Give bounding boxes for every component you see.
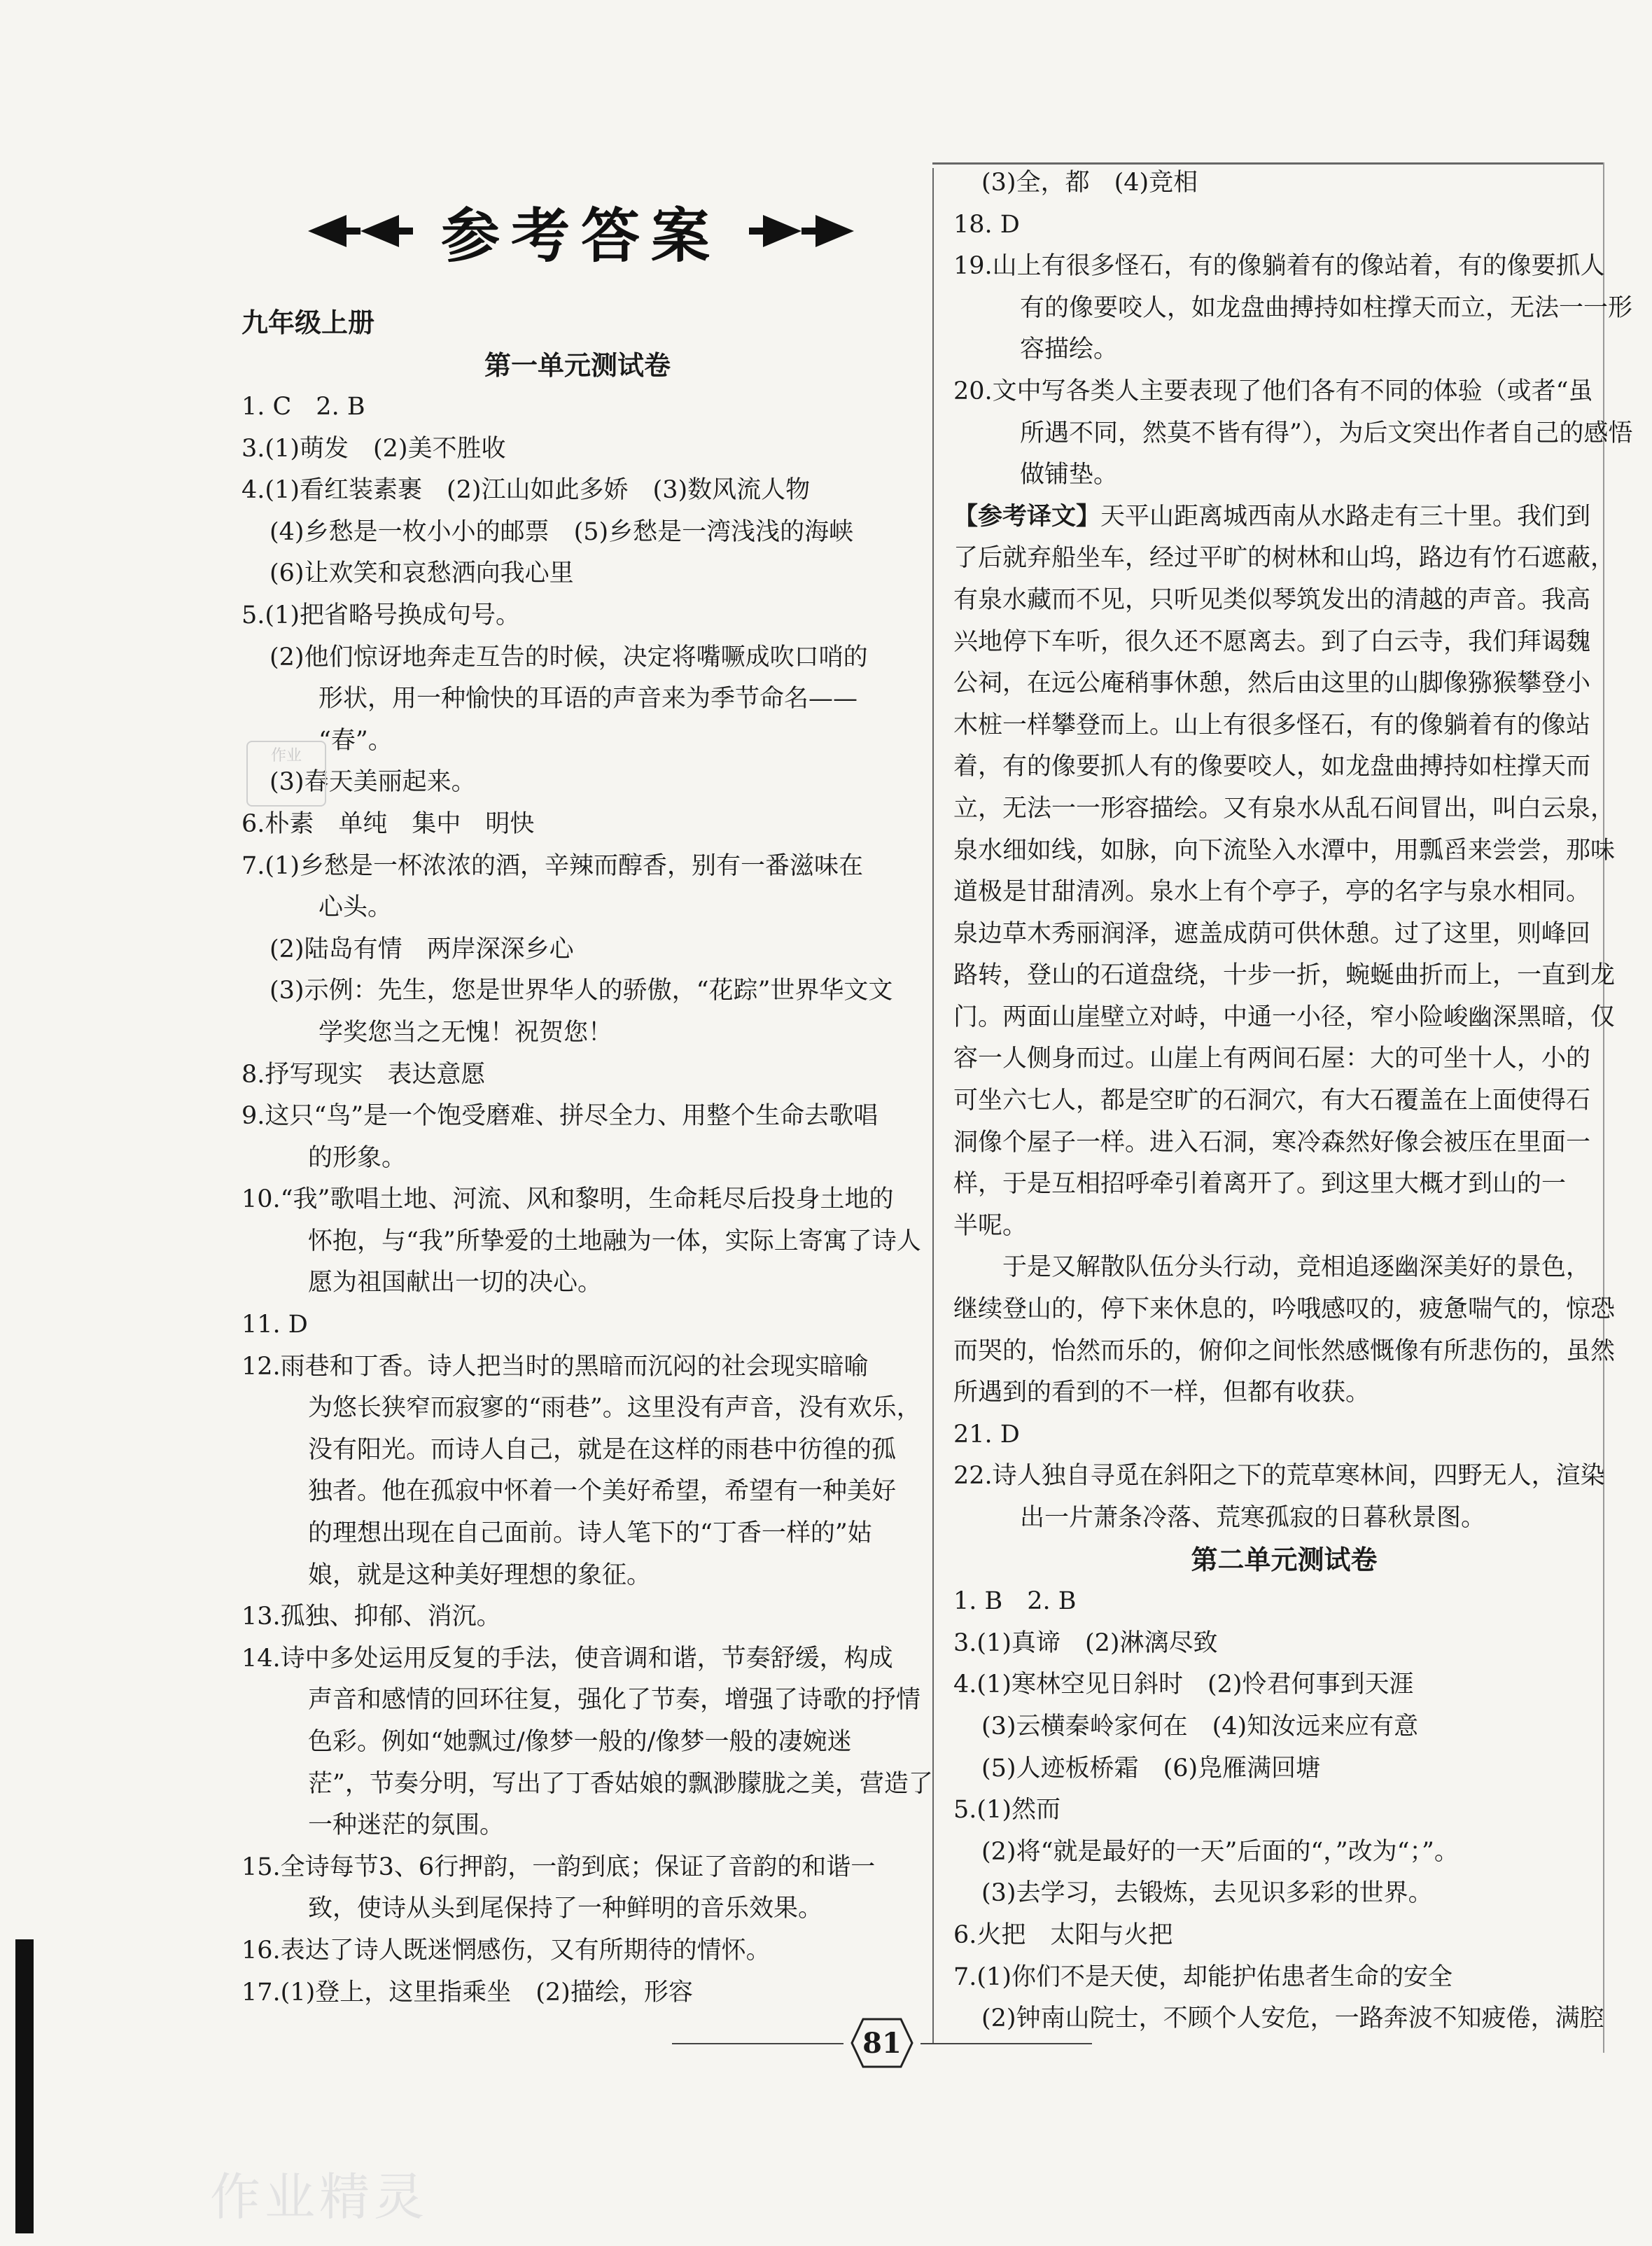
answer-line: 1. C 2. B xyxy=(241,393,365,421)
answer-line: 致，使诗从头到尾保持了一种鲜明的音乐效果。 xyxy=(308,1895,823,1923)
answer-line: (3)示例：先生，您是世界华人的骄傲，“花踪”世界华文文 xyxy=(270,977,893,1005)
grade-title: 九年级上册 xyxy=(241,307,375,338)
translation-line: 容一人侧身而过。山崖上有两间石屋：大的可坐十人，小的 xyxy=(953,1045,1591,1073)
answer-line: 4.(1)寒林空见日斜时 (2)怜君何事到天涯 xyxy=(953,1670,1414,1699)
watermark: 作业精灵 xyxy=(210,2168,429,2226)
answer-line: 容描绘。 xyxy=(1020,335,1119,364)
answer-line: 20.文中写各类人主要表现了他们各有不同的体验（或者“虽 xyxy=(953,377,1593,405)
answer-line: 7.(1)你们不是天使，却能护佑患者生命的安全 xyxy=(953,1962,1452,1991)
translation-line: 着，有的像要抓人有的像要咬人，如龙盘曲搏持如柱撑天而 xyxy=(953,753,1591,781)
translation-line: 公祠，在远公庵稍事休憩，然后由这里的山脚像猕猴攀登小 xyxy=(953,669,1591,698)
right-arrows-icon xyxy=(749,214,854,249)
answer-line: 6.朴素 单纯 集中 明快 xyxy=(241,809,535,838)
answer-line: 8.抒写现实 表达意愿 xyxy=(241,1060,486,1089)
page-number: 81 xyxy=(850,2016,913,2070)
answer-line: 声音和感情的回环往复，强化了节奏，增强了诗歌的抒情 xyxy=(308,1686,921,1715)
answer-line: 娘，就是这种美好理想的象征。 xyxy=(308,1561,652,1589)
translation-line: 于是又解散队伍分头行动，竞相追逐幽深美好的景色， xyxy=(1002,1253,1591,1282)
scan-edge-shadow xyxy=(15,1939,34,2233)
translation-line: 半呢。 xyxy=(953,1211,1028,1240)
answer-line: 1. B 2. B xyxy=(953,1587,1077,1616)
answer-line: (3)春天美丽起来。 xyxy=(270,768,476,797)
translation-label: 【参考译文】 xyxy=(953,502,1101,531)
answer-line: 的理想出现在自己面前。诗人笔下的“丁香一样的”姑 xyxy=(308,1519,872,1548)
answer-line: (3)云横秦岭家何在 (4)知汝远来应有意 xyxy=(981,1712,1419,1741)
answer-line: (2)陆岛有情 两岸深深乡心 xyxy=(270,935,574,963)
translation-first-line: 【参考译文】天平山距离城西南从水路走有三十里。我们到 xyxy=(953,502,1591,531)
page-number-area xyxy=(672,2016,1092,2072)
translation-line: 道极是甘甜清冽。泉水上有个亭子，亭的名字与泉水相同。 xyxy=(953,878,1591,907)
answer-line: (2)他们惊讶地奔走互告的时候，决定将嘴噘成吹口哨的 xyxy=(270,643,868,671)
translation-line: 可坐六七人，都是空旷的石洞穴，有大石覆盖在上面使得石 xyxy=(953,1087,1591,1115)
answer-line: 14.诗中多处运用反复的手法，使音调和谐，节奏舒缓，构成 xyxy=(241,1644,893,1673)
translation-line: 有泉水藏而不见，只听见类似琴筑发出的清越的声音。我高 xyxy=(953,585,1591,614)
answer-line: 学奖您当之无愧！祝贺您！ xyxy=(318,1018,613,1047)
answer-line: (2)将“就是最好的一天”后面的“，”改为“；”。 xyxy=(981,1837,1459,1866)
page-number-rule-right xyxy=(920,2043,1092,2044)
translation-line: 所遇到的看到的不一样，但都有收获。 xyxy=(953,1379,1371,1407)
translation-line: 样，于是互相招呼牵引着离开了。到这里大概才到山的一 xyxy=(953,1170,1567,1199)
translation-line: 了后就弃船坐车，经过平旷的树林和山坞，路边有竹石遮蔽， xyxy=(953,544,1616,573)
answer-line: 怀抱，与“我”所挚爱的土地融为一体，实际上寄寓了诗人 xyxy=(308,1227,921,1255)
left-arrows-icon xyxy=(308,214,413,249)
page-title: 参考答案 xyxy=(440,201,721,270)
answer-line: 独者。他在孤寂中怀着一个美好希望，希望有一种美好 xyxy=(308,1477,897,1506)
answer-line: 16.表达了诗人既迷惘感伤，又有所期待的情怀。 xyxy=(241,1936,771,1965)
right-column xyxy=(953,162,1633,2040)
answer-line: 3.(1)真谛 (2)淋漓尽致 xyxy=(953,1628,1218,1657)
answer-line: 有的像要咬人，如龙盘曲搏持如柱撑天而立，无法一一形 xyxy=(1020,293,1633,322)
answer-line: 17.(1)登上，这里指乘坐 (2)描绘，形容 xyxy=(241,1978,693,2007)
answer-line: 一种迷茫的氛围。 xyxy=(308,1811,505,1840)
translation-line: 泉边草木秀丽润泽，遮盖成荫可供休憩。过了这里，则峰回 xyxy=(953,919,1591,948)
answer-line: 的形象。 xyxy=(308,1143,407,1172)
answer-line: 愿为祖国献出一切的决心。 xyxy=(308,1269,603,1297)
unit1-title: 第一单元测试卷 xyxy=(484,350,671,381)
translation-line: 泉水细如线，如脉，向下流坠入水潭中，用瓢舀来尝尝，那味 xyxy=(953,836,1616,865)
answer-line: (6)让欢笑和哀愁洒向我心里 xyxy=(270,559,574,588)
answer-line: 4.(1)看红装素裹 (2)江山如此多娇 (3)数风流人物 xyxy=(241,476,811,505)
translation-line: 立，无法一一形容描绘。又有泉水从乱石间冒出，叫白云泉， xyxy=(953,794,1616,823)
translation-line: 路转，登山的石道盘绕，十步一折，蜿蜒曲折而上，一直到龙 xyxy=(953,961,1616,990)
answer-line: 为悠长狭窄而寂寥的“雨巷”。这里没有声音，没有欢乐， xyxy=(308,1394,921,1423)
left-answers xyxy=(241,386,933,2014)
answer-line: 12.雨巷和丁香。诗人把当时的黑暗而沉闷的社会现实暗喻 xyxy=(241,1352,869,1381)
answer-line: 5.(1)把省略号换成句号。 xyxy=(241,601,520,629)
answer-line: 15.全诗每节3、6行押韵，一韵到底；保证了音韵的和谐一 xyxy=(241,1853,876,1881)
left-column xyxy=(241,344,933,2014)
translation-line: 而哭的，怡然而乐的，俯仰之间怅然感慨像有所悲伤的，虽然 xyxy=(953,1337,1616,1365)
translation-line: 继续登山的，停下来休息的，吟哦感叹的，疲惫喘气的，惊恐 xyxy=(953,1295,1616,1324)
answer-line: 11. D xyxy=(241,1311,308,1339)
answer-line: 19.山上有很多怪石，有的像躺着有的像站着，有的像要抓人 xyxy=(953,252,1605,281)
answer-line: (3)去学习，去锻炼，去见识多彩的世界。 xyxy=(981,1879,1433,1908)
answer-line: 21. D xyxy=(953,1420,1020,1449)
answer-line: (5)人迹板桥霜 (6)凫雁满回塘 xyxy=(981,1754,1321,1783)
answer-line: (3)全，都 (4)竞相 xyxy=(981,169,1198,197)
answer-line: 出一片萧条冷落、荒寒孤寂的日暮秋景图。 xyxy=(1020,1504,1486,1532)
answer-line: 色彩。例如“她飘过/像梦一般的/像梦一般的凄婉迷 xyxy=(308,1728,852,1756)
answer-line: 7.(1)乡愁是一杯浓浓的酒，辛辣而醇香，别有一番滋味在 xyxy=(241,851,863,880)
translation-line: 木桩一样攀登而上。山上有很多怪石，有的像躺着有的像站 xyxy=(953,711,1591,739)
answer-line: 13.孤独、抑郁、消沉。 xyxy=(241,1603,501,1631)
answer-line: (2)钟南山院士，不顾个人安危，一路奔波不知疲倦，满腔 xyxy=(981,2004,1604,2033)
right-answers xyxy=(953,162,1633,2040)
translation-line: 兴地停下车听，很久还不愿离去。到了白云寺，我们拜谒魏 xyxy=(953,627,1591,656)
answer-line: 22.诗人独自寻觅在斜阳之下的荒草寒林间，四野无人，渲染 xyxy=(953,1462,1605,1491)
answer-line: 3.(1)萌发 (2)美不胜收 xyxy=(241,434,506,463)
answer-line: “春”。 xyxy=(318,726,393,755)
page-number-rule-left xyxy=(672,2043,844,2044)
answer-line: 10.“我”歌唱土地、河流、风和黎明，生命耗尽后投身土地的 xyxy=(241,1185,894,1214)
answer-line: 没有阳光。而诗人自己，就是在这样的雨巷中彷徨的孤 xyxy=(308,1435,897,1464)
answer-line: 5.(1)然而 xyxy=(953,1796,1060,1825)
answer-line: 所遇不同，然莫不皆有得”），为后文突出作者自己的感悟 xyxy=(1020,419,1633,447)
unit2-title: 第二单元测试卷 xyxy=(1191,1544,1378,1575)
answer-line: 做铺垫。 xyxy=(1020,461,1119,489)
translation-line: 洞像个屋子一样。进入石洞，寒冷森然好像会被压在里面一 xyxy=(953,1128,1591,1157)
answer-line: 茫”，节奏分明，写出了丁香姑娘的飘渺朦胧之美，营造了 xyxy=(308,1769,933,1798)
faint-stamp: 作业 xyxy=(246,741,326,807)
answer-line: 心头。 xyxy=(318,893,393,922)
translation-line: 门。两面山崖壁立对峙，中通一小径，窄小险峻幽深黑暗，仅 xyxy=(953,1003,1616,1031)
answer-line: 9.这只“鸟”是一个饱受磨难、拼尽全力、用整个生命去歌唱 xyxy=(241,1102,878,1131)
answer-line: 6.火把 太阳与火把 xyxy=(953,1920,1173,1949)
page-header xyxy=(287,189,875,273)
answer-line: 形状，用一种愉快的耳语的声音来为季节命名—— xyxy=(318,685,858,713)
answer-line: 18. D xyxy=(953,210,1020,239)
answer-line: (4)乡愁是一枚小小的邮票 (5)乡愁是一湾浅浅的海峡 xyxy=(270,517,854,546)
